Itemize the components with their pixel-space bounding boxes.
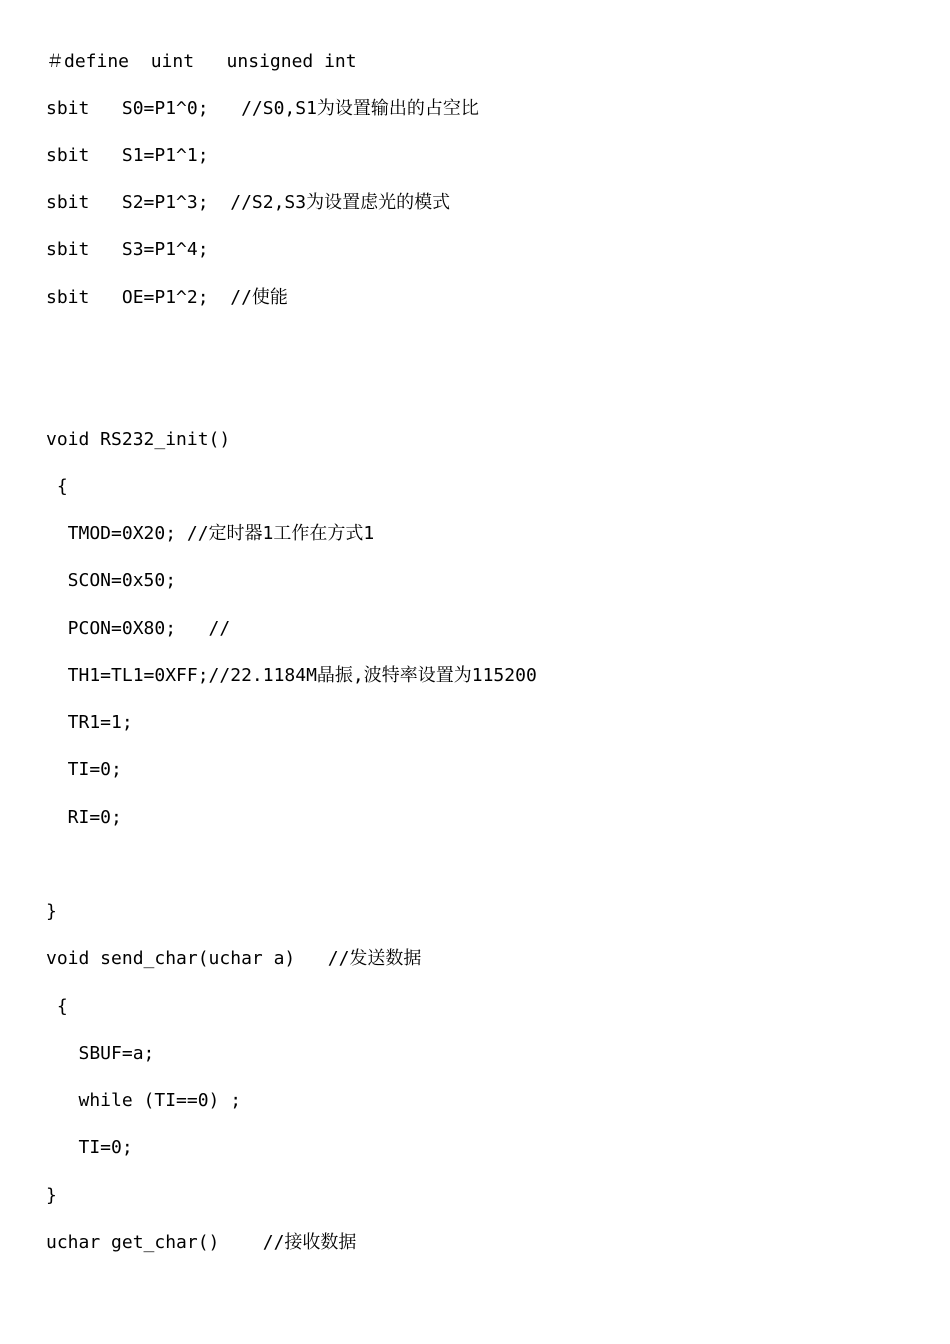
code-line: sbit S0=P1^0; //S0,S1为设置输出的占空比 bbox=[46, 98, 479, 119]
code-line: void RS232_init() bbox=[46, 429, 231, 450]
code-line: PCON=0X80; // bbox=[46, 618, 231, 639]
code-line: sbit S3=P1^4; bbox=[46, 239, 209, 260]
code-line: } bbox=[46, 1185, 57, 1206]
code-line: uchar get_char() //接收数据 bbox=[46, 1232, 357, 1253]
code-line: sbit S1=P1^1; bbox=[46, 145, 209, 166]
code-line: TI=0; bbox=[46, 1137, 133, 1158]
code-line: ＃define uint unsigned int bbox=[46, 51, 357, 72]
code-line: } bbox=[46, 901, 57, 922]
code-line: void send_char(uchar a) //发送数据 bbox=[46, 948, 422, 969]
code-line: { bbox=[46, 996, 68, 1017]
code-line: while (TI==0) ; bbox=[46, 1090, 242, 1111]
code-line: SCON=0x50; bbox=[46, 570, 177, 591]
code-line: SBUF=a; bbox=[46, 1043, 155, 1064]
code-line: sbit S2=P1^3; //S2,S3为设置虑光的模式 bbox=[46, 192, 451, 213]
code-line: sbit OE=P1^2; //使能 bbox=[46, 287, 288, 308]
code-line: RI=0; bbox=[46, 807, 122, 828]
code-line: TI=0; bbox=[46, 759, 122, 780]
code-line: { bbox=[46, 476, 68, 497]
code-line: TH1=TL1=0XFF;//22.1184M晶振,波特率设置为115200 bbox=[46, 665, 537, 686]
code-line: TMOD=0X20; //定时器1工作在方式1 bbox=[46, 523, 375, 544]
code-line: TR1=1; bbox=[46, 712, 133, 733]
